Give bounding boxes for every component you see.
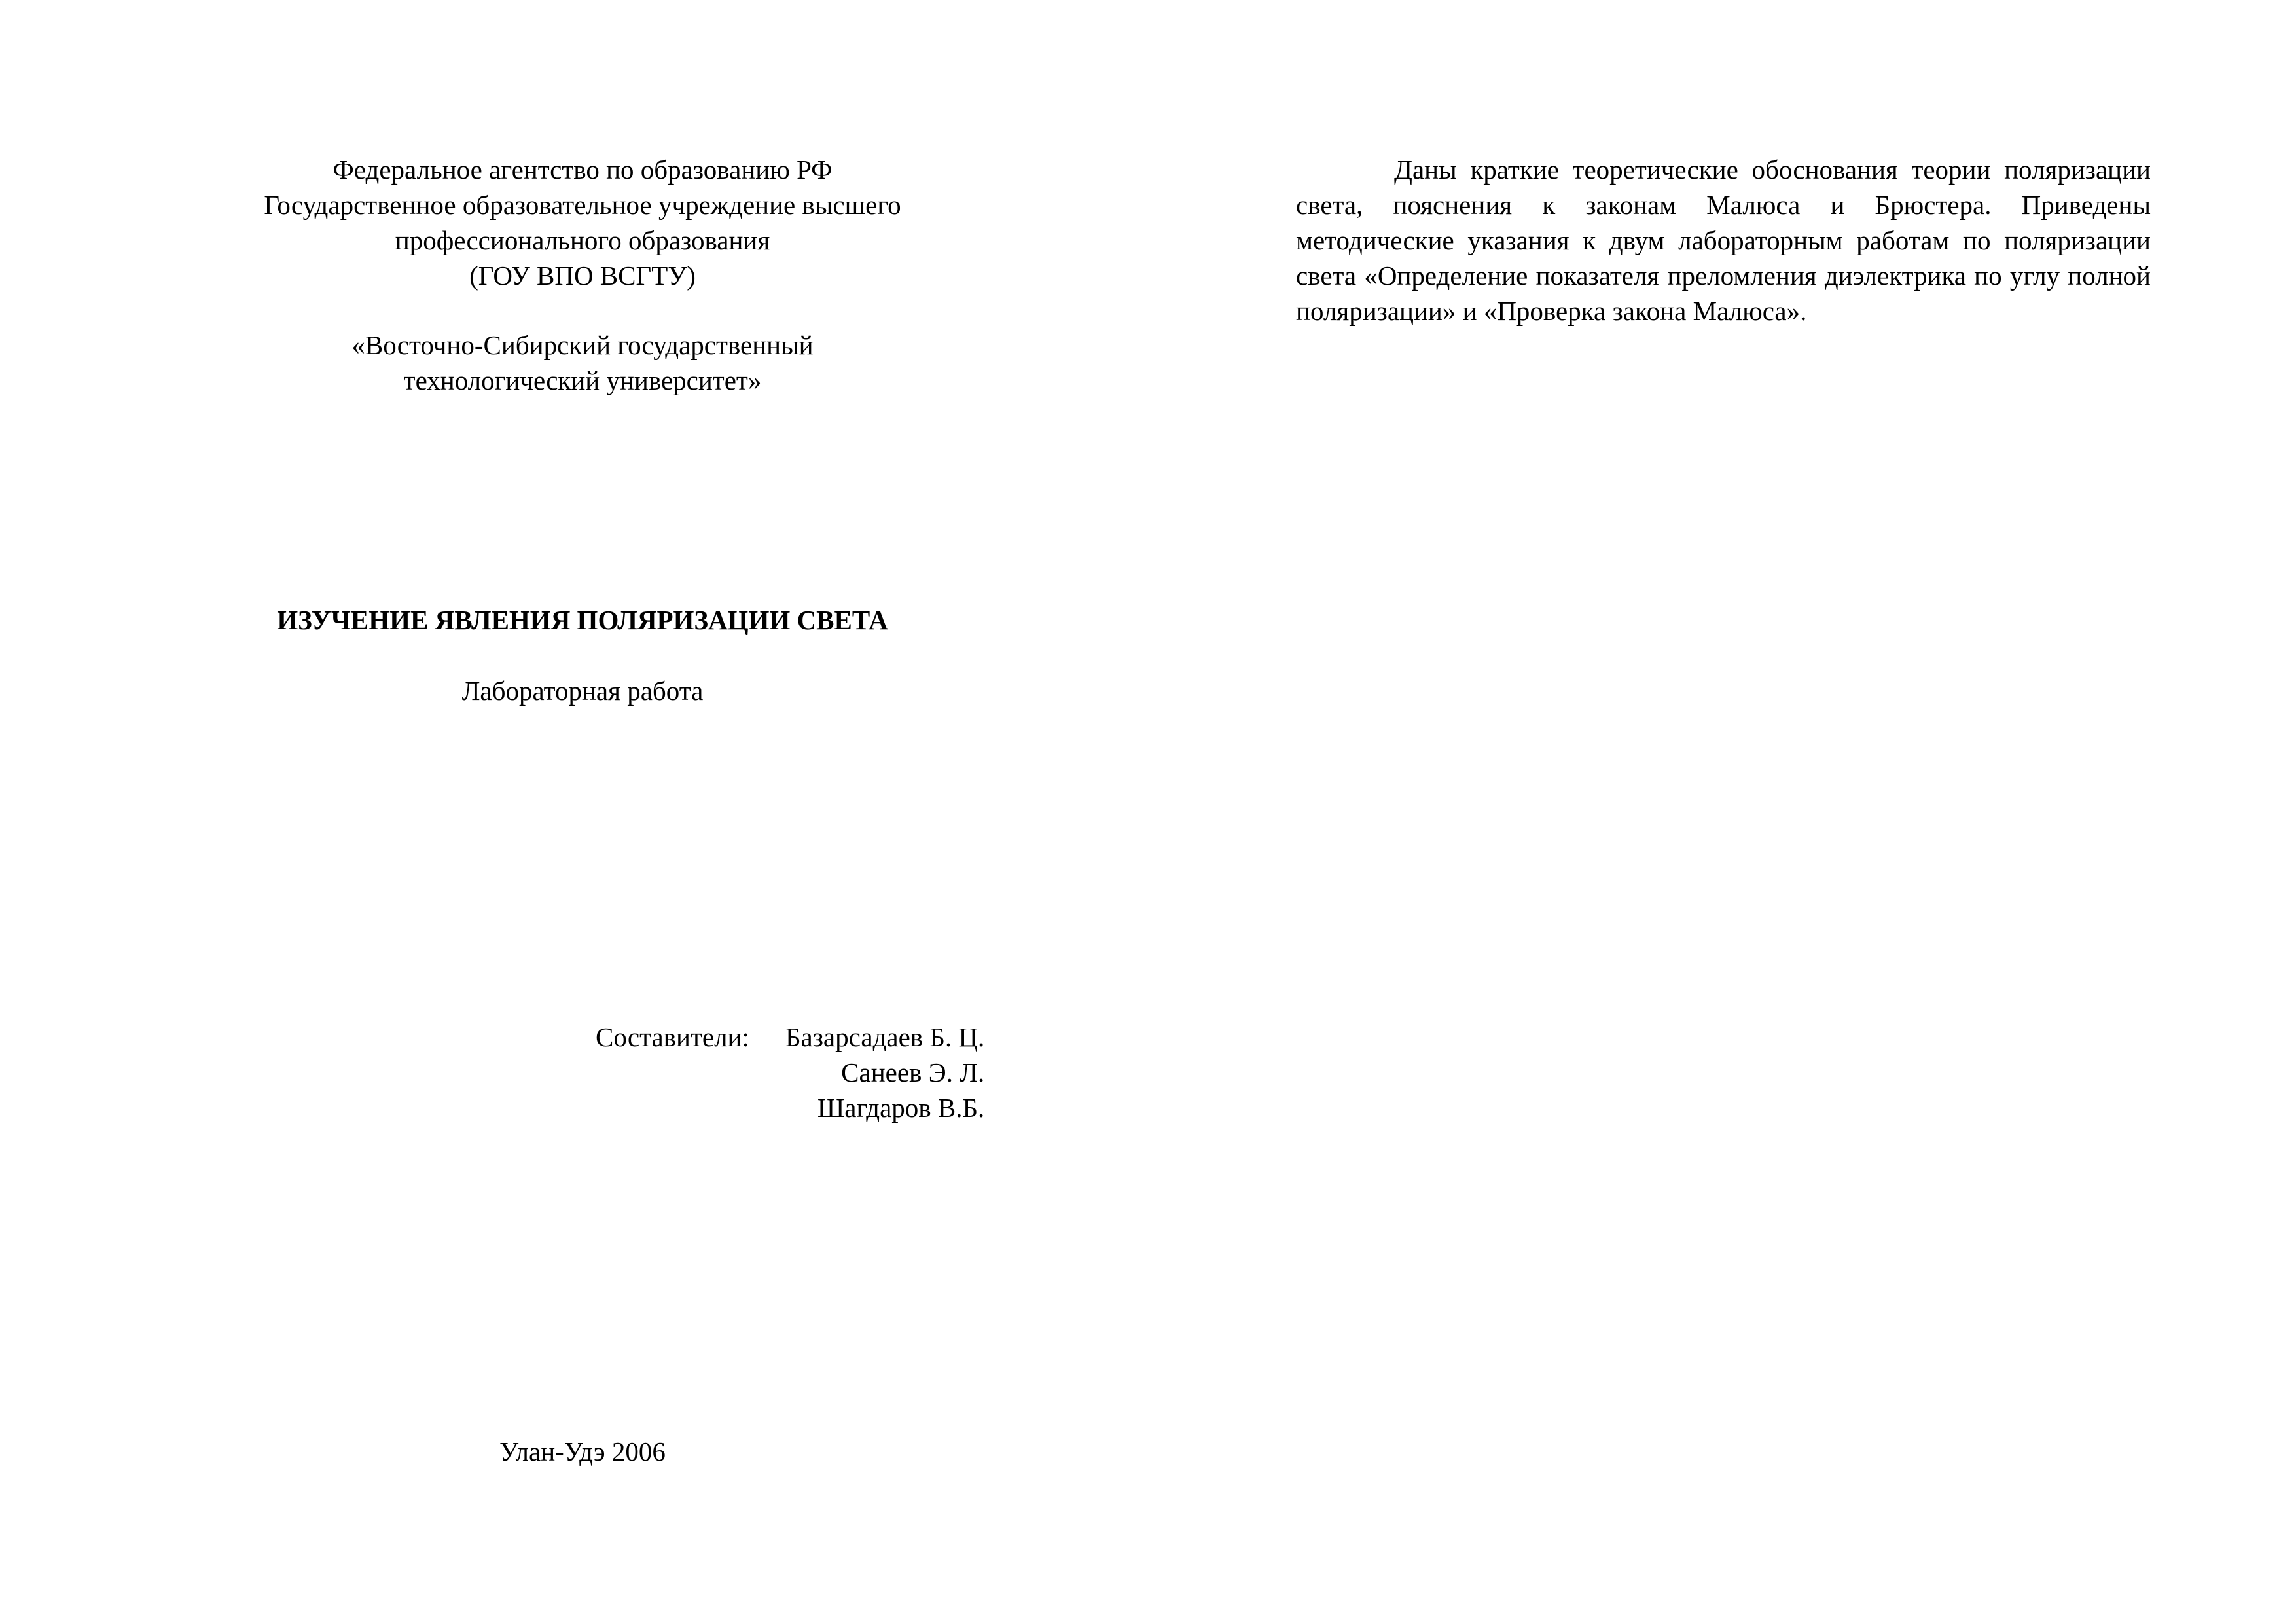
organization-header: [190, 152, 975, 293]
right-page: [1148, 0, 2296, 1623]
university-line: «Восточно-Сибирский государственный: [351, 330, 814, 360]
university-name: [190, 327, 975, 398]
authors-block: [596, 1019, 984, 1125]
org-line: Государственное образовательное учреждение высшего: [264, 190, 901, 220]
university-line: технологический университет»: [403, 365, 762, 395]
author-name: Шагдаров В.Б.: [817, 1093, 985, 1123]
org-line: (ГОУ ВПО ВСГТУ): [469, 261, 696, 291]
org-line: Федеральное агентство по образованию РФ: [332, 155, 833, 185]
authors-list: [785, 1019, 984, 1125]
abstract-paragraph: Даны краткие теоретические обоснования теории поляризации света, пояснения к законам Малюса и Брюстера. Приведены методические указания к двум лабораторным работам по поляризации света «Определение показателя преломления диэлектрика по углу полной поляризации» и «Проверка закона Малюса».: [1296, 155, 2151, 326]
document-title: ИЗУЧЕНИЕ ЯВЛЕНИЯ ПОЛЯРИЗАЦИИ СВЕТА: [277, 605, 888, 635]
city-year: Улан-Удэ 2006: [499, 1436, 666, 1467]
authors-label: Составители:: [596, 1022, 749, 1052]
author-name: Базарсадаев Б. Ц.: [785, 1022, 985, 1052]
author-name: Санеев Э. Л.: [841, 1057, 985, 1087]
document-subtitle: Лабораторная работа: [461, 676, 704, 706]
org-line: профессионального образования: [395, 225, 770, 255]
